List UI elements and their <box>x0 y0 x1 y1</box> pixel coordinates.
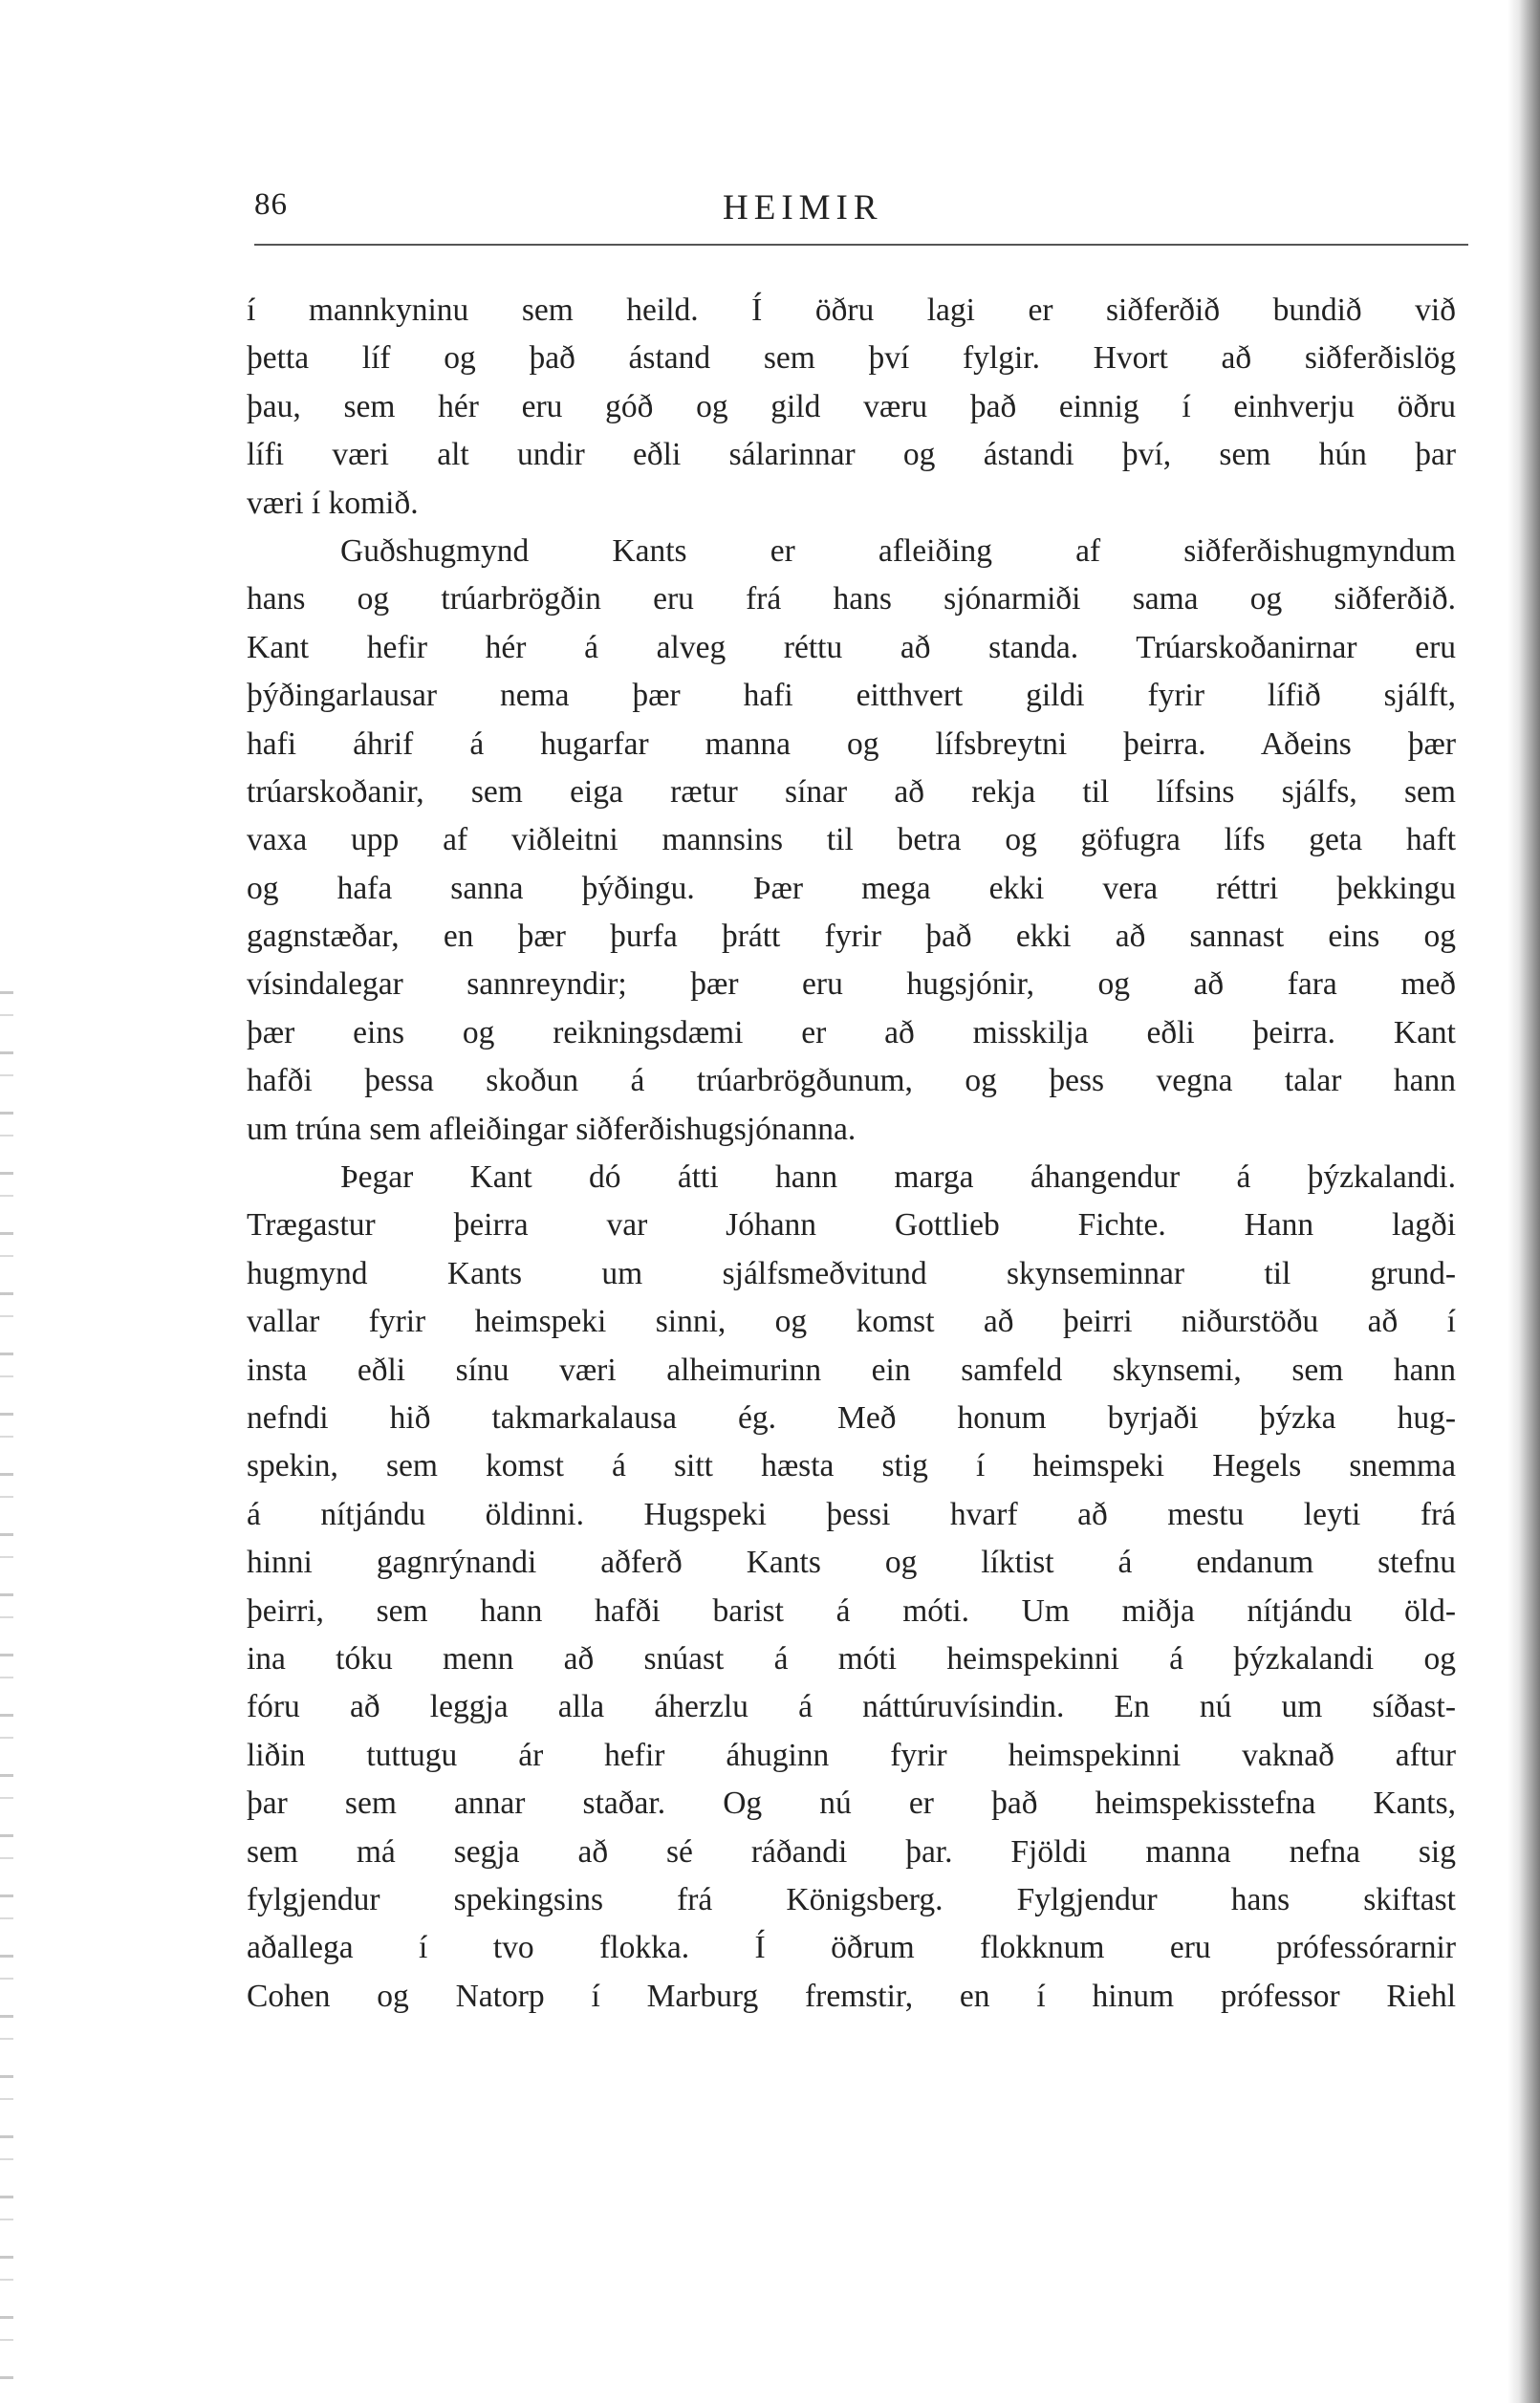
page-number: 86 <box>254 187 288 222</box>
text-line: í mannkyninu sem heild. Í öðru lagi er siðferðið bundið við <box>247 292 1456 328</box>
text-line: spekin, sem komst á sitt hæsta stig í heimspeki Hegels snemma <box>247 1448 1456 1484</box>
text-line: þeirri, sem hann hafði barist á móti. Um miðja nítjándu öld- <box>247 1592 1456 1629</box>
text-line: aðallega í tvo flokka. Í öðrum flokknum eru prófessórarnir <box>247 1930 1456 1966</box>
text-line: Cohen og Natorp í Marburg fremstir, en í hinum prófessor Riehl <box>247 1978 1456 2014</box>
body-text <box>247 287 1456 2021</box>
scan-speckles <box>0 956 13 2390</box>
text-line: insta eðli sínu væri alheimurinn ein samfeld skynsemi, sem hann <box>247 1352 1456 1388</box>
text-line: væri í komið. <box>247 485 419 521</box>
text-line: Kant hefir hér á alveg réttu að standa. Trúarskoðanirnar eru <box>247 629 1456 665</box>
scan-edge-shadow <box>1507 0 1540 2403</box>
text-line: lífi væri alt undir eðli sálarinnar og ástandi því, sem hún þar <box>247 437 1456 473</box>
text-line: þýðingarlausar nema þær hafi eitthvert gildi fyrir lífið sjálft, <box>247 678 1456 714</box>
running-title: HEIMIR <box>723 188 883 227</box>
text-line: hafi áhrif á hugarfar manna og lífsbreytni þeirra. Aðeins þær <box>247 725 1456 762</box>
text-line: sem má segja að sé ráðandi þar. Fjöldi manna nefna sig <box>247 1833 1456 1870</box>
text-line: nefndi hið takmarkalausa ég. Með honum byrjaði þýzka hug- <box>247 1399 1456 1436</box>
text-line: hafði þessa skoðun á trúarbrögðunum, og þess vegna talar hann <box>247 1063 1456 1099</box>
text-line: þær eins og reikningsdæmi er að misskilja eðli þeirra. Kant <box>247 1014 1456 1050</box>
text-line: og hafa sanna þýðingu. Þær mega ekki vera réttri þekkingu <box>247 870 1456 906</box>
text-line: vallar fyrir heimspeki sinni, og komst að þeirri niðurstöðu að í <box>247 1304 1456 1340</box>
text-line: vaxa upp af viðleitni mannsins til betra og göfugra lífs geta haft <box>247 822 1456 858</box>
text-line: þar sem annar staðar. Og nú er það heimspekisstefna Kants, <box>247 1786 1456 1822</box>
text-line: Þegar Kant dó átti hann marga áhangendur á þýzkalandi. <box>340 1159 1456 1196</box>
page-header <box>254 187 1468 226</box>
text-line: um trúna sem afleiðingar siðferðishugsjónanna. <box>247 1111 857 1147</box>
text-line: hinni gagnrýnandi aðferð Kants og líktist á endanum stefnu <box>247 1545 1456 1581</box>
text-line: ina tóku menn að snúast á móti heimspekinni á þýzkalandi og <box>247 1640 1456 1677</box>
text-line: hans og trúarbrögðin eru frá hans sjónarmiði sama og siðferðið. <box>247 581 1456 617</box>
text-line: fylgjendur spekingsins frá Königsberg. Fylgjendur hans skiftast <box>247 1881 1456 1917</box>
text-line: Trægastur þeirra var Jóhann Gottlieb Fichte. Hann lagði <box>247 1207 1456 1244</box>
text-line: hugmynd Kants um sjálfsmeðvitund skynseminnar til grund- <box>247 1255 1456 1291</box>
text-line: þau, sem hér eru góð og gild væru það einnig í einhverju öðru <box>247 388 1456 424</box>
text-line: trúarskoðanir, sem eiga rætur sínar að rekja til lífsins sjálfs, sem <box>247 773 1456 810</box>
text-line: liðin tuttugu ár hefir áhuginn fyrir heimspekinni vaknað aftur <box>247 1737 1456 1773</box>
text-line: fóru að leggja alla áherzlu á náttúruvísindin. En nú um síðast- <box>247 1689 1456 1725</box>
header-rule <box>254 244 1468 246</box>
text-line: gagnstæðar, en þær þurfa þrátt fyrir það ekki að sannast eins og <box>247 919 1456 955</box>
text-line: á nítjándu öldinni. Hugspeki þessi hvarf að mestu leyti frá <box>247 1496 1456 1532</box>
text-line: þetta líf og það ástand sem því fylgir. Hvort að siðferðislög <box>247 340 1456 377</box>
text-line: Guðshugmynd Kants er afleiðing af siðferðishugmyndum <box>340 532 1456 569</box>
text-line: vísindalegar sannreyndir; þær eru hugsjónir, og að fara með <box>247 966 1456 1003</box>
